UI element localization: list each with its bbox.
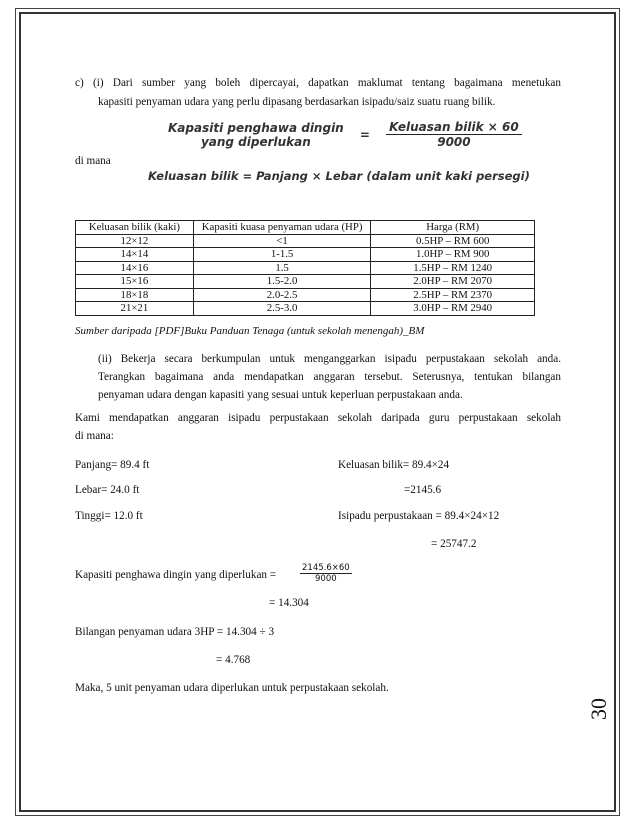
intro-line-1: Kami mendapatkan anggaran isipadu perpustakaan sekolah daripada guru perpustakaan sekolah <box>75 412 561 424</box>
table-row <box>76 234 535 248</box>
question-ii-line-1: (ii) Bekerja secara berkumpulan untuk menganggarkan isipadu perpustakaan sekolah anda. <box>98 353 561 365</box>
table-cell: 2.0-2.5 <box>193 288 371 302</box>
capacity-fraction <box>300 563 352 584</box>
question-c-line-1: c) (i) Dari sumber yang boleh dipercayai, dapatkan maklumat tentang bagaimana menetukan <box>75 77 561 89</box>
table-cell: 3.0HP – RM 2940 <box>371 302 535 316</box>
table-header-row <box>76 221 535 235</box>
capacity-numerator: 2145.6×60 <box>302 563 350 573</box>
table-cell: 18×18 <box>76 288 194 302</box>
width-value: Lebar= 24.0 ft <box>75 484 140 496</box>
table-cell: 1.5HP – RM 1240 <box>371 261 535 275</box>
table-cell: 15×16 <box>76 275 194 289</box>
table-cell: 0.5HP – RM 600 <box>371 234 535 248</box>
question-ii-line-2: Terangkan bagaimana anda mendapatkan anggaran tersebut. Seterusnya, tentukan bilangan <box>98 371 561 383</box>
table-row <box>76 288 535 302</box>
table-row <box>76 275 535 289</box>
length-value: Panjang= 89.4 ft <box>75 459 150 471</box>
table-cell: 14×16 <box>76 261 194 275</box>
table-source-caption: Sumber daripada [PDF]Buku Panduan Tenaga (untuk sekolah menengah)_BM <box>75 325 425 337</box>
conclusion-text: Maka, 5 unit penyaman udara diperlukan untuk perpustakaan sekolah. <box>75 682 389 694</box>
volume-result: = 25747.2 <box>431 538 477 550</box>
area-result: =2145.6 <box>404 484 442 496</box>
capacity-result: = 14.304 <box>269 597 309 609</box>
table-row <box>76 302 535 316</box>
height-value: Tinggi= 12.0 ft <box>75 510 143 522</box>
formula-denominator: 9000 <box>437 135 471 149</box>
area-formula: Keluasan bilik = Panjang × Lebar (dalam unit kaki persegi) <box>148 169 530 183</box>
table-cell: 1-1.5 <box>193 248 371 262</box>
area-calculation: Keluasan bilik= 89.4×24 <box>338 459 450 471</box>
di-mana-label: di mana <box>75 155 111 167</box>
formula-numerator: Keluasan bilik × 60 <box>386 120 522 135</box>
table-cell: 2.0HP – RM 2070 <box>371 275 535 289</box>
table-cell: 1.5 <box>193 261 371 275</box>
formula-lhs-top: Kapasiti penghawa dingin <box>168 120 344 135</box>
capacity-label: Kapasiti penghawa dingin yang diperlukan = <box>75 569 277 581</box>
table-cell: 12×12 <box>76 234 194 248</box>
table-header-cell: Harga (RM) <box>371 221 535 235</box>
page-number: 30 <box>586 698 611 720</box>
table-row <box>76 261 535 275</box>
formula-equals: = <box>359 127 370 142</box>
table-header-cell: Kapasiti kuasa penyaman udara (HP) <box>193 221 371 235</box>
aircond-table <box>75 220 535 316</box>
unit-count-result: = 4.768 <box>216 654 251 666</box>
table-cell: <1 <box>193 234 371 248</box>
table-cell: 21×21 <box>76 302 194 316</box>
table-cell: 2.5-3.0 <box>193 302 371 316</box>
table-header-cell: Keluasan bilik (kaki) <box>76 221 194 235</box>
table-cell: 1.5-2.0 <box>193 275 371 289</box>
table-cell: 14×14 <box>76 248 194 262</box>
capacity-formula <box>168 120 522 149</box>
intro-line-2: di mana: <box>75 430 114 442</box>
table-cell: 2.5HP – RM 2370 <box>371 288 535 302</box>
table-cell: 1.0HP – RM 900 <box>371 248 535 262</box>
question-ii-line-3: penyaman udara dengan kapasiti yang sesuai untuk keperluan perpustakaan anda. <box>98 389 463 401</box>
unit-count-calculation: Bilangan penyaman udara 3HP = 14.304 ÷ 3 <box>75 626 275 638</box>
capacity-denominator: 9000 <box>315 574 337 584</box>
question-c-line-2: kapasiti penyaman udara yang perlu dipasang berdasarkan isipadu/saiz suatu ruang bilik. <box>98 96 496 108</box>
formula-lhs-bottom: yang diperlukan <box>200 134 311 149</box>
volume-calculation: Isipadu perpustakaan = 89.4×24×12 <box>338 510 500 522</box>
table-row <box>76 248 535 262</box>
